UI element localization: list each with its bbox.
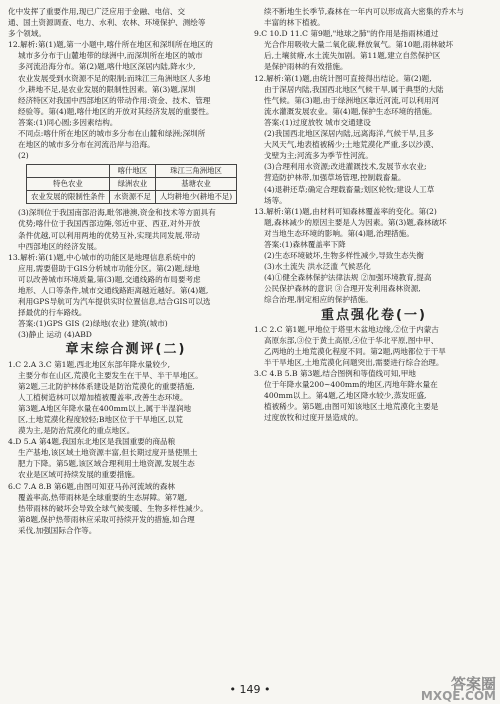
text-line: 少,耕地不足,是农业发展的限制性因素。第(3)题,深圳 xyxy=(18,84,196,94)
text-line: 答案:(1)过度放牧 城市交通建设 xyxy=(264,117,371,127)
table-cell: 农业发展的限制性条件 xyxy=(27,191,110,204)
table-cell: 人均耕地少(耕地不足) xyxy=(155,191,236,204)
text-line: (4)退耕还草;确定合理载畜量;划区轮牧;建设人工草 xyxy=(264,184,435,194)
table-cell: 水资源不足 xyxy=(109,191,155,204)
text-line: 半干旱地区,土地荒漠化问题突出,需要进行综合治理。 xyxy=(264,357,444,367)
text-line: 3.C 4.B 5.B 第3题,结合图例和等值线可知,甲地 xyxy=(254,369,416,378)
right-column xyxy=(254,6,494,423)
text-line: 答案:(1)森林覆盖率下降 xyxy=(264,239,346,249)
text-line: 中西部地区的经济发展。 xyxy=(18,241,102,251)
text-line: 6.C 7.A 8.B 第6题,由图可知亚马孙河流域的森林 xyxy=(8,481,176,491)
left-block-b xyxy=(8,207,244,340)
text-line: 不同点:喀什所在地区的城市多分布在山麓和绿洲;深圳所 xyxy=(18,129,206,139)
text-line: 第2题,三北防护林体系建设是防治荒漠化的重要措施, xyxy=(18,381,195,391)
text-line: (3)静止 运动 (4)ABD xyxy=(18,330,92,340)
text-line: 400mm以上。第4题,乙地区降水较少,蒸发旺盛, xyxy=(264,391,427,401)
text-line: (2)生态环境破坏,生物多样性减少,导致生态失衡 xyxy=(264,251,424,261)
text-line: 13.解析:第(1)题,由材料可知森林覆盖率的变化。第(2) xyxy=(254,206,437,216)
watermark-url: MXQE.COM xyxy=(420,689,496,703)
text-line: 生产基地,该区域土地资源丰富,但长期过度开垦使黑土 xyxy=(18,448,198,458)
text-line: 大风天气,地表植被稀少;土地荒漠化严重,多以沙漠、 xyxy=(264,140,439,150)
text-line: 可以改善城市环境质量,第(3)题,交通线路的布局要考虑 xyxy=(18,274,201,284)
text-line: (3)合理利用水资源;改进灌溉技术,发展节水农业; xyxy=(264,162,427,172)
table-cell xyxy=(27,165,110,178)
text-line: 后,土壤贫瘠,水土流失加剧。第11题,建立自然保护区 xyxy=(264,51,441,61)
text-line: 位于年降水量200~400mm的地区,丙地年降水量在 xyxy=(264,380,438,390)
text-line: (3)深圳位于我国南部沿海,毗邻港澳,资金和技术等方面具有 xyxy=(18,208,216,218)
watermark-logo xyxy=(420,675,496,703)
left-block-a xyxy=(8,6,244,161)
text-line: 漠为主,是防治荒漠化的重点地区。 xyxy=(18,426,135,436)
table-header-row xyxy=(27,165,237,178)
table-cell: 绿洲农业 xyxy=(109,178,155,191)
text-line: 肥力下降。第5题,该区域合理利用土地资源,发展生态 xyxy=(18,459,195,469)
text-line: 人工植树造林可以增加植被覆盖率,改善生态环境。 xyxy=(18,392,188,402)
left-column xyxy=(8,6,244,536)
text-line: (2)我国西北地区深居内陆,远离海洋,气候干旱,且多 xyxy=(264,129,434,139)
text-line: 在地区的城市多分布在河流沿岸与沿海。 xyxy=(18,140,155,150)
text-line: 第3题,A地区年降水量在400mm以上,属于半湿润地 xyxy=(18,403,192,413)
text-line: 优势;喀什位于我国西部边陲,邻近中亚、西亚,对外开放 xyxy=(18,219,201,229)
text-line: 多个领域。 xyxy=(8,29,46,39)
text-line: 13.解析:第(1)题,中心城市的功能区是地理信息系统中的 xyxy=(8,252,196,262)
text-line: 地形、人口等条件,城市交通线路距离越近越好。第(4)题, xyxy=(18,285,209,295)
table-row xyxy=(27,191,237,204)
section-title: 章末综合测评(二) xyxy=(65,342,187,358)
text-line: 12.解析:第(1)题,由统计图可直接得出结论。第(2)题, xyxy=(254,73,432,83)
right-block-a xyxy=(254,6,494,306)
table-cell: 基塘农业 xyxy=(155,178,236,191)
text-line: 热带雨林的破坏会导致全球气候变暖、生物多样性减少。 xyxy=(18,503,208,513)
text-line: 光合作用吸收大量二氧化碳,释放氧气。第10题,雨林破坏 xyxy=(264,40,454,50)
text-line: 主要分布在山区,荒漠化主要发生在干旱、半干旱地区。 xyxy=(18,370,203,380)
text-line: (2) xyxy=(18,151,29,161)
text-line: 城市多分布于山麓地带的绿洲中,而深圳所在地区的城市 xyxy=(18,51,203,61)
text-line: 择最优的行车路线。 xyxy=(18,308,87,318)
text-line: 通、国土资源调查、电力、水利、农林、环境保护、测绘等 xyxy=(8,18,206,28)
text-line: (3)水土流失 洪水泛滥 气候恶化 xyxy=(264,262,371,272)
text-line: 区,土地荒漠化程度较轻;B地区位于干旱地区,以荒 xyxy=(18,415,183,424)
text-line: 1.C 2.C 第1题,甲地位于塔里木盆地边缘,②位于内蒙古 xyxy=(254,324,439,334)
left-block-c xyxy=(8,359,244,537)
text-line: 化中发挥了重要作用,现已广泛应用于金融、电信、交 xyxy=(8,7,186,16)
text-line: 是保护雨林的有效措施。 xyxy=(264,62,348,72)
text-line: 4.D 5.A 第4题,我国东北地区是我国重要的商品粮 xyxy=(8,437,176,447)
text-line: 戈壁为主;河流多为季节性河流。 xyxy=(264,151,373,161)
watermark-text: 答案圈 xyxy=(450,675,496,693)
text-line: 对当地生态环境的影响。第(4)题,治理措施。 xyxy=(264,228,414,238)
text-line: 流水灌溉发展农业。第(4)题,保护生态环境的措施。 xyxy=(264,106,437,116)
text-line: 丰富的林下植被。 xyxy=(264,18,325,28)
text-line: 营造防护林带,加强草场管理,控制载畜量。 xyxy=(264,173,406,183)
text-line: 由于深居内陆,我国西北地区气候干旱,属于典型的大陆 xyxy=(264,84,444,94)
text-line: 利用GPS导航可为汽车提供实时位置信息,结合GIS可以选 xyxy=(18,297,211,307)
table-cell: 喀什地区 xyxy=(109,165,155,178)
section-title: 重点强化卷(一) xyxy=(321,307,427,323)
text-line: 续不断地生长季节,森林在一年内可以形成高大密集的乔木与 xyxy=(264,7,464,16)
text-line: 1.C 2.A 3.C 第1题,西北地区东部年降水量较少, xyxy=(8,359,171,369)
text-line: 性气候。第(3)题,由于绿洲地区靠近河流,可以利用河 xyxy=(264,95,440,105)
text-line: 应用,需要借助于GIS分析城市功能分区。第(2)题,绿地 xyxy=(18,263,200,273)
text-line: 农业发展受到水资源不足的限制;而珠江三角洲地区人多地 xyxy=(18,73,211,83)
text-line: 答案:(1)GPS GIS (2)绿地(农业) 建筑(城市) xyxy=(18,319,168,329)
text-line: 乙两地的土地荒漠化程度不同。第2题,两地都位于干旱 xyxy=(264,346,446,356)
text-line: 答案:(1)同心圆;多因素结构。 xyxy=(18,117,118,127)
table-row xyxy=(27,178,237,191)
text-line: 高原东部,③位于黄土高原,④位于华北平原,图中甲、 xyxy=(264,335,439,345)
feature-table xyxy=(26,164,237,204)
table-cell: 特色农业 xyxy=(27,178,110,191)
text-line: 条件优越,可以利用两地的优势互补,实现共同发展,带动 xyxy=(18,230,200,240)
text-line: 多河流沿海分布。第(2)题,喀什地区深居内陆,降水少, xyxy=(18,62,196,72)
text-line: 综合治理,制定相应的保护措施。 xyxy=(264,295,373,305)
text-line: 农业是区域可持续发展的重要措施。 xyxy=(18,470,140,480)
text-line: 覆盖率高,热带雨林是全球重要的生态屏障。第7题, xyxy=(18,492,188,502)
text-line: 经济特区对我国中西部地区的带动作用:资金、技术、管理 xyxy=(18,95,211,105)
text-line: 场等。 xyxy=(264,195,287,205)
right-block-b xyxy=(254,324,494,424)
text-line: 植被稀少。第5题,由图可知该地区土地荒漠化主要是 xyxy=(264,402,439,412)
text-line: 过度放牧和过度开垦造成的。 xyxy=(264,413,363,423)
page-number: • 149 • xyxy=(229,683,271,696)
text-line: 第8题,保护热带雨林应采取可持续开发的措施,如合理 xyxy=(18,514,195,524)
text-line: 采伐,加强国际合作等。 xyxy=(18,525,97,535)
text-line: 经验等。第(4)题,喀什地区的开放对其经济发展的重要性。 xyxy=(18,106,214,116)
text-line: 公民保护森林的意识 ③合理开发利用森林资源, xyxy=(264,284,421,294)
text-line: (4)①健全森林保护法律法规 ②加强环境教育,提高 xyxy=(264,273,432,283)
table-cell: 珠江三角洲地区 xyxy=(155,165,236,178)
text-line: 题,森林减少的原因主要是人为因素。第(3)题,森林破坏 xyxy=(264,217,447,227)
text-line: 12.解析:第(1)题,第一小题中,喀什所在地区和深圳所在地区的 xyxy=(8,40,213,50)
text-line: 9.C 10.D 11.C 第9题,"地球之肺"的作用是指雨林通过 xyxy=(254,29,439,39)
